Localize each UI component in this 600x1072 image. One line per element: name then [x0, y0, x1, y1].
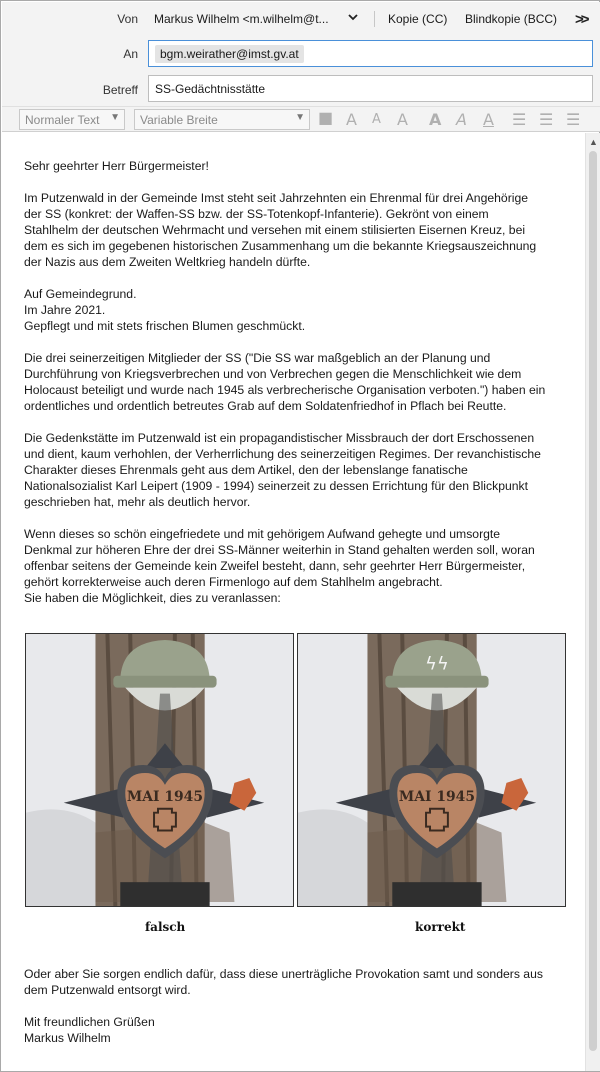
- font-smaller-icon-2[interactable]: A: [372, 112, 381, 127]
- paragraph-line: der Nazis aus dem Zweiten Weltkrieg handeln dürfte.: [24, 255, 311, 269]
- bcc-button[interactable]: Blindkopie (BCC): [465, 12, 558, 26]
- paragraph-format-select[interactable]: [19, 109, 125, 130]
- paragraph-line: Im Putzenwald in der Gemeinde Imst steht seit Jahrzehnten ein Ehrenmal für drei Angehörige: [24, 191, 529, 205]
- numbered-list-icon[interactable]: ☰: [539, 110, 554, 129]
- font-value: Variable Breite: [140, 113, 218, 127]
- paragraph-line: Die drei seinerzeitigen Mitglieder der SS ("Die SS war maßgeblich an der Planung und: [24, 351, 491, 365]
- paragraph-line: gehört korrekterweise auch deren Firmenlogo auf dem Stahlhelm angebracht.: [24, 575, 443, 589]
- to-field[interactable]: [148, 40, 593, 67]
- subject-value: SS-Gedächtnisstätte: [155, 82, 266, 96]
- plaque-text: MAI 1945: [126, 788, 203, 805]
- chevron-down-icon: ▼: [110, 112, 120, 123]
- paragraph-line: geschrieben hat, mehr als deutlich hervor.: [24, 495, 251, 509]
- memorial-photo: [298, 634, 565, 906]
- subject-label: Betreff: [102, 83, 138, 97]
- photo-falsch: [25, 633, 294, 907]
- scroll-thumb[interactable]: [589, 151, 597, 1051]
- memorial-photo: [26, 634, 293, 906]
- more-icon[interactable]: >>: [575, 11, 587, 28]
- separator: [374, 11, 375, 27]
- font-select[interactable]: [134, 109, 310, 130]
- bold-icon[interactable]: A: [429, 110, 442, 129]
- paragraph-line: Im Jahre 2021.: [24, 303, 106, 317]
- paragraph-line: Die Gedenkstätte im Putzenwald ist ein propagandistischer Missbrauch der dort Erschossenen: [24, 431, 535, 445]
- italic-icon[interactable]: A: [456, 110, 467, 129]
- paragraph-line: Denkmal zur höheren Ehre der drei SS-Männer weiterhin in Stand gehalten werden soll, woran: [24, 543, 535, 557]
- recipient-pill[interactable]: bgm.weirather@imst.gv.at: [155, 45, 304, 63]
- subject-field[interactable]: [148, 75, 593, 102]
- signature: Markus Wilhelm: [24, 1031, 111, 1045]
- text-color-icon[interactable]: ■: [318, 108, 334, 127]
- paragraph-line: dem es sich im gegebenen historischen Zusammenhang um die bekannte Kriegsauszeichnung: [24, 239, 537, 253]
- paragraph-line: Sie haben die Möglichkeit, dies zu veranlassen:: [24, 591, 281, 605]
- helmet-rune: ϟϟ: [425, 653, 449, 675]
- paragraph-line: offenbar seitens der Gemeinde kein Zweifel besteht, dann, sehr geehrter Herr Bürgermeister,: [24, 559, 526, 573]
- caption-falsch: falsch: [145, 920, 186, 934]
- bullet-list-icon[interactable]: ☰: [512, 110, 527, 129]
- from-label: Von: [117, 12, 138, 26]
- indent-icon[interactable]: ☰: [566, 110, 581, 129]
- paragraph-line: Holocaust beteiligt und wurde nach 1945 als verbrecherische Organisation verboten.") haben ein: [24, 383, 546, 397]
- photo-comparison: [25, 633, 566, 934]
- paragraph-line: Gepflegt und mit stets frischen Blumen geschmückt.: [24, 319, 306, 333]
- message-text-top: [24, 158, 580, 606]
- paragraph-line: Durchführung von Kriegsverbrechen und von Verbrechen gegen die Menschlichkeit wie dem: [24, 367, 522, 381]
- font-larger-icon[interactable]: A: [397, 110, 408, 129]
- paragraph-line: Auf Gemeindegrund.: [24, 287, 137, 301]
- paragraph-line: Oder aber Sie sorgen endlich dafür, dass diese unerträgliche Provokation samt und sonders aus: [24, 967, 543, 981]
- plaque-text: MAI 1945: [398, 788, 475, 805]
- chevron-down-icon[interactable]: [346, 10, 360, 24]
- paragraph-line: der SS (konkret: der Waffen-SS bzw. der SS-Totenkopf-Infanterie). Gekrönt von einem: [24, 207, 489, 221]
- closing: Mit freundlichen Grüßen: [24, 1015, 155, 1029]
- caption-korrekt: korrekt: [415, 920, 466, 934]
- cc-button[interactable]: Kopie (CC): [388, 12, 448, 26]
- paragraph-line: ordentliches und ordentlich betreutes Grab auf dem Soldatenfriedhof in Pflach bei Reutte.: [24, 399, 507, 413]
- scroll-up-icon[interactable]: ▲: [589, 137, 598, 147]
- compose-header: [2, 2, 600, 106]
- photo-korrekt: [297, 633, 566, 907]
- underline-icon[interactable]: A: [483, 110, 494, 129]
- paragraph-line: Charakter dieses Ehrenmals geht aus dem Artikel, den der lebenslange fanatische: [24, 463, 468, 477]
- font-smaller-icon[interactable]: A: [346, 110, 357, 129]
- message-body[interactable]: [2, 133, 585, 1071]
- message-text-bottom: [24, 966, 580, 1046]
- paragraph-line: und dient, kaum verhohlen, der Verherrlichung des seinerzeitigen Regimes. Der revanchistische: [24, 447, 541, 461]
- paragraph-line: dem Putzenwald entsorgt wird.: [24, 983, 191, 997]
- vertical-scrollbar[interactable]: [585, 133, 600, 1071]
- chevron-down-icon: ▼: [295, 112, 305, 123]
- greeting: Sehr geehrter Herr Bürgermeister!: [24, 159, 209, 173]
- from-select[interactable]: Markus Wilhelm <m.wilhelm@t...: [154, 12, 329, 26]
- paragraph-line: Nationalsozialist Karl Leipert (1909 - 1994) seinerzeit zu dessen Errichtung für den Blickpunkt: [24, 479, 529, 493]
- paragraph-line: Stahlhelm der deutschen Wehrmacht und versehen mit einem stilisierten Eisernen Kreuz, bei: [24, 223, 526, 237]
- format-toolbar: [2, 106, 600, 132]
- paragraph-line: Wenn dieses so schön eingefriedete und mit gehörigem Aufwand gehegte und umsorgte: [24, 527, 501, 541]
- to-label: An: [123, 47, 138, 61]
- paragraph-format-value: Normaler Text: [25, 113, 100, 127]
